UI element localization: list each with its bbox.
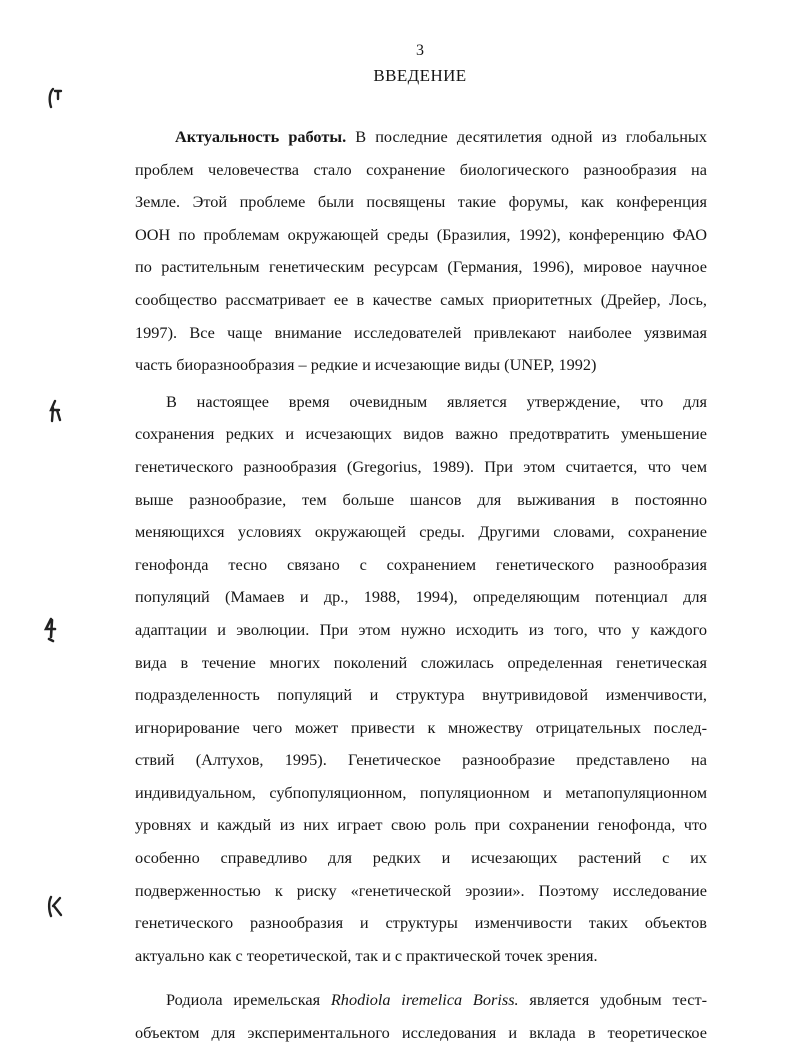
text-line: генетического разнообразия (Gregorius, 1989). При этом считается, что чем <box>135 456 707 476</box>
section-lead: Актуальность работы. <box>175 127 347 146</box>
text-line: подразделенность популяций и структура внутривидовой изменчивости, <box>135 685 707 705</box>
text-line: игнорирование чего может привести к множеству отрицательных послед- <box>135 717 707 737</box>
text-line: часть биоразнообразия – редкие и исчезающие виды (UNEP, 1992) <box>135 355 597 375</box>
text-line: сообщество рассматривает ее в качестве самых приоритетных (Дрейер, Лось, <box>135 289 707 309</box>
text-line: индивидуальном, субпопуляционном, популяционном и метапопуляционном <box>135 782 707 802</box>
margin-mark-1 <box>46 85 66 111</box>
paragraph-relevance <box>135 121 707 382</box>
text-line: выше разнообразие, тем больше шансов для выживания в постоянно <box>135 489 707 509</box>
text-line: популяций (Мамаев и др., 1988, 1994), определяющим потенциал для <box>135 587 707 607</box>
paragraph-genetic-diversity <box>135 386 707 973</box>
paragraph-rhodiola <box>135 984 707 1049</box>
text-line: объектом для экспериментального исследования и вклада в теоретическое <box>135 1023 707 1043</box>
margin-mark-4 <box>45 893 65 919</box>
text-line: Родиола иремельская Rhodiola iremelica Boriss. является удобным тест- <box>166 990 707 1010</box>
margin-mark-3 <box>40 617 60 643</box>
text-line: вида в течение многих поколений сложилась определенная генетическая <box>135 652 707 672</box>
text-line: ствий (Алтухов, 1995). Генетическое разнообразие представлено на <box>135 750 707 770</box>
text-line: В настоящее время очевидным является утверждение, что для <box>166 391 707 411</box>
main-text <box>135 121 707 1050</box>
page-title: ВВЕДЕНИЕ <box>373 66 467 85</box>
text-line: особенно справедливо для редких и исчезающих растений с их <box>135 848 707 868</box>
text-line: адаптации и эволюции. При этом нужно исходить из того, что у каждого <box>135 619 707 639</box>
text-line: актуально как с теоретической, так и с практической точек зрения. <box>135 945 598 965</box>
text-line: меняющихся условиях окружающей среды. Другими словами, сохранение <box>135 522 707 542</box>
text-line: генетического разнообразия и структуры изменчивости таких объектов <box>135 913 707 933</box>
species-name: Rhodiola iremelica Boriss. <box>330 990 519 1010</box>
text-line: Актуальность работы. В последние десятилетия одной из глобальных <box>175 127 707 146</box>
text-line: ООН по проблемам окружающей среды (Бразилия, 1992), конференцию ФАО <box>135 224 707 244</box>
page-number: 3 <box>416 42 424 59</box>
text-line: уровнях и каждый из них играет свою роль при сохранении генофонда, что <box>135 815 707 835</box>
margin-mark-2 <box>45 398 65 424</box>
text-line: подверженностью к риску «генетической эрозии». Поэтому исследование <box>135 880 707 900</box>
text-line: Земле. Этой проблеме были посвящены такие форумы, как конференция <box>135 192 707 212</box>
text-line: проблем человечества стало сохранение биологического разнообразия на <box>135 159 707 179</box>
text-line: генофонда тесно связано с сохранением генетического разнообразия <box>135 554 707 574</box>
text-line: по растительным генетическим ресурсам (Германия, 1996), мировое научное <box>135 257 707 277</box>
text-line: 1997). Все чаще внимание исследователей привлекают наиболее уязвимая <box>135 322 707 342</box>
text-line: сохранения редких и исчезающих видов важно предотвратить уменьшение <box>135 424 707 444</box>
